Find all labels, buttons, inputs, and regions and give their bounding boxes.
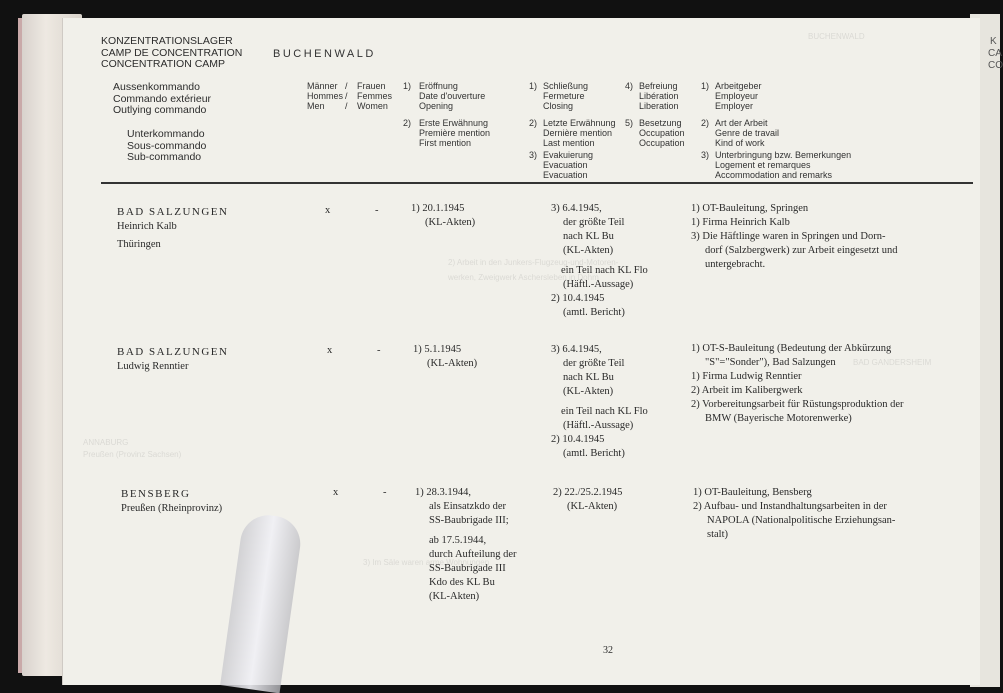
col-work-num: 2) xyxy=(701,118,710,128)
col-last-mention-header: Letzte Erwähnung Dernière mention Last mention xyxy=(543,118,616,148)
col-evacuation-header: Evakuierung Evacuation Evacuation xyxy=(543,150,594,180)
right-fragment-line: K xyxy=(990,36,997,47)
entry-remarks: 1) OT-S-Bauleitung (Bedeutung der Abkürzung "S"="Sonder"), Bad Salzungen 1) Firma Ludwig Renntier 2) Arbeit im Kalibergwerk 2) Vorbereitungsarbeit für Rüstungsproduktion der BMW (Bayerische Motorenwerke) xyxy=(691,343,904,424)
page-number: 32 xyxy=(603,645,613,656)
col-accommodation-num: 3) xyxy=(701,150,710,160)
entry-name: BENSBERG xyxy=(121,488,191,500)
right-fragment-line: CO xyxy=(988,60,1003,71)
entry-opening: 1) 28.3.1944, als Einsatzkdo der SS-Baubrigade III; ab 17.5.1944, durch Aufteilung der SS-Baubrigade III Kdo des KL Bu (KL-Akten) xyxy=(415,487,517,602)
col-closing-num: 1) xyxy=(529,81,538,91)
camp-name: BUCHENWALD xyxy=(273,48,376,60)
entry-3 xyxy=(121,488,222,514)
col-closing-header: Schließung Fermeture Closing xyxy=(543,81,589,111)
entry-closing: 2) 22./25.2.1945 (KL-Akten) xyxy=(553,487,623,512)
col-employer-header: Arbeitgeber Employeur Employer xyxy=(715,81,762,111)
col-opening-header: Eröffnung Date d'ouverture Opening xyxy=(419,81,486,111)
document-page: BUCHENWALD 2) Arbeit in den Junkers-Flugzeug-und-Motoren- werken, Zweigwerk Aschersleben in Dohm ANNABURG Preußen (Provinz Sachsen) 3) Im Säle waren arme Wohnungen BAD GANDERSHEIM KONZENTRATIONSLAGER CAMP DE CONCENTRATION CONCENTRATION CAMP BUCHENWALD Aussenkommando Commando extérieur Outlying commando Unterkommando Sous-commando Sub-commando Männer Hommes Men / / / Frauen Femmes Women 1) Eröffnung Date d'ouverture Opening 2) Erste Erwähnung Première mention First mention 1) Schließung Fermeture Closing 2) Letzte Erwähnung Dernière mention Last mention 3) Evakuierung Evacuation Evacuation 4) Befreiung Libération Liberation 5) Besetzung Occupation Occupation 1) Arbeitgeber Employeur Employer 2) Art der Arbeit Genre de travail Kind of work 3) Unterbringung bzw. Bemerkungen Logement et remarques Accommodation and remarks BAD SALZUNGEN Heinrich Kalb Thüringen x - 1) 20.1.1945 (KL-Akten) 3) 6.4.1945, der größte Teil nach KL Bu (KL-Akten) ein Teil nach KL Flo (Häftl.-Aussage) 2) 10.4.1945 (amtl. Bericht) 1) OT-Bauleitung, Springen 1) Firma Heinrich Kalb 3) Die Häftlinge waren in Springen und Dorn- dorf (Salzbergwerk) zur Arbeit eingesetzt und untergebracht. BAD SALZUNGEN Ludwig Renntier x - 1) 5.1.1945 (KL-Akten) 3) 6.4.1945, der größte Teil nach KL Bu (KL-Akten) ein Teil nach KL Flo (Häftl.-Aussage) 2) 10.4.1945 (amtl. Bericht) 1) OT-S-Bauleitung (Bedeutung der Abkürzung "S"="Sonder"), Bad Salzungen 1) Firma Ludwig Renntier 2) Arbeit im Kalibergwerk 2) Vorbereitungsarbeit für Rüstungsproduktion der BMW (Bayerische Motorenwerke) BENSBERG Preußen (Rheinprovinz) x - 1) 28.3.1944, als Einsatzkdo der SS-Baubrigade III; ab 17.5.1944, durch Aufteilung der SS-Baubrigade III Kdo des KL Bu (KL-Akten) 2) 22./25.2.1945 (KL-Akten) 1) OT-Bauleitung, Bensberg 2) Aufbau- und Instandhaltungsarbeiten in der NAPOLA (Nationalpolitische Erziehungsan- stalt) 32 xyxy=(62,18,980,685)
col-work-header: Art der Arbeit Genre de travail Kind of work xyxy=(715,118,780,148)
col-last-mention-num: 2) xyxy=(529,118,538,128)
header-rule xyxy=(101,182,973,184)
col-occupation-num: 5) xyxy=(625,118,634,128)
entry-remarks: 1) OT-Bauleitung, Bensberg 2) Aufbau- und Instandhaltungsarbeiten in der NAPOLA (Nationalpolitische Erziehungsan- stalt) xyxy=(693,487,896,540)
entry-men-mark: x xyxy=(325,205,331,216)
right-fragment-line: CA xyxy=(988,48,1002,59)
camp-label: KONZENTRATIONSLAGER CAMP DE CONCENTRATION CONCENTRATION CAMP xyxy=(101,35,243,70)
entry-closing: 3) 6.4.1945, der größte Teil nach KL Bu (KL-Akten) ein Teil nach KL Flo (Häftl.-Aussage) 2) 10.4.1945 (amtl. Bericht) xyxy=(551,344,648,459)
entry-remarks: 1) OT-Bauleitung, Springen 1) Firma Heinrich Kalb 3) Die Häftlinge waren in Springen und Dorn- dorf (Salzbergwerk) zur Arbeit eingesetzt und untergebracht. xyxy=(691,203,898,270)
entry-men-mark: x xyxy=(333,487,339,498)
entry-closing: 3) 6.4.1945, der größte Teil nach KL Bu (KL-Akten) ein Teil nach KL Flo (Häftl.-Aussage) 2) 10.4.1945 (amtl. Bericht) xyxy=(551,203,648,318)
col-occupation-header: Besetzung Occupation Occupation xyxy=(639,118,685,148)
entry-1 xyxy=(117,206,228,250)
gender-women-label: Frauen Femmes Women xyxy=(357,81,393,111)
gender-men-label: Männer Hommes Men xyxy=(307,81,344,111)
col-liberation-num: 4) xyxy=(625,81,634,91)
entry-women-mark: - xyxy=(375,205,379,216)
entry-subtitle: Preußen (Rheinprovinz) xyxy=(121,503,223,514)
entry-name: BAD SALZUNGEN xyxy=(117,206,229,218)
col-first-mention-header: Erste Erwähnung Première mention First mention xyxy=(419,118,491,148)
col-opening-num: 1) xyxy=(403,81,412,91)
entry-opening: 1) 5.1.1945 (KL-Akten) xyxy=(413,344,478,369)
outer-commando-label: Aussenkommando Commando extérieur Outlying commando xyxy=(113,81,212,116)
entry-men-mark: x xyxy=(327,345,333,356)
gender-slashes: / / / xyxy=(345,81,348,111)
col-employer-num: 1) xyxy=(701,81,710,91)
entry-subtitle: Ludwig Renntier xyxy=(117,361,189,372)
col-first-mention-num: 2) xyxy=(403,118,412,128)
col-liberation-header: Befreiung Libération Liberation xyxy=(639,81,679,111)
col-evacuation-num: 3) xyxy=(529,150,538,160)
col-accommodation-header: Unterbringung bzw. Bemerkungen Logement et remarques Accommodation and remarks xyxy=(715,150,852,180)
entry-opening: 1) 20.1.1945 (KL-Akten) xyxy=(411,203,476,228)
sub-commando-label: Unterkommando Sous-commando Sub-commando xyxy=(127,128,207,163)
entry-subtitle: Heinrich Kalb xyxy=(117,221,177,232)
entry-women-mark: - xyxy=(377,345,381,356)
entry-name: BAD SALZUNGEN xyxy=(117,346,229,358)
entry-region: Thüringen xyxy=(117,239,161,250)
entry-2 xyxy=(117,346,228,372)
entry-women-mark: - xyxy=(383,487,387,498)
